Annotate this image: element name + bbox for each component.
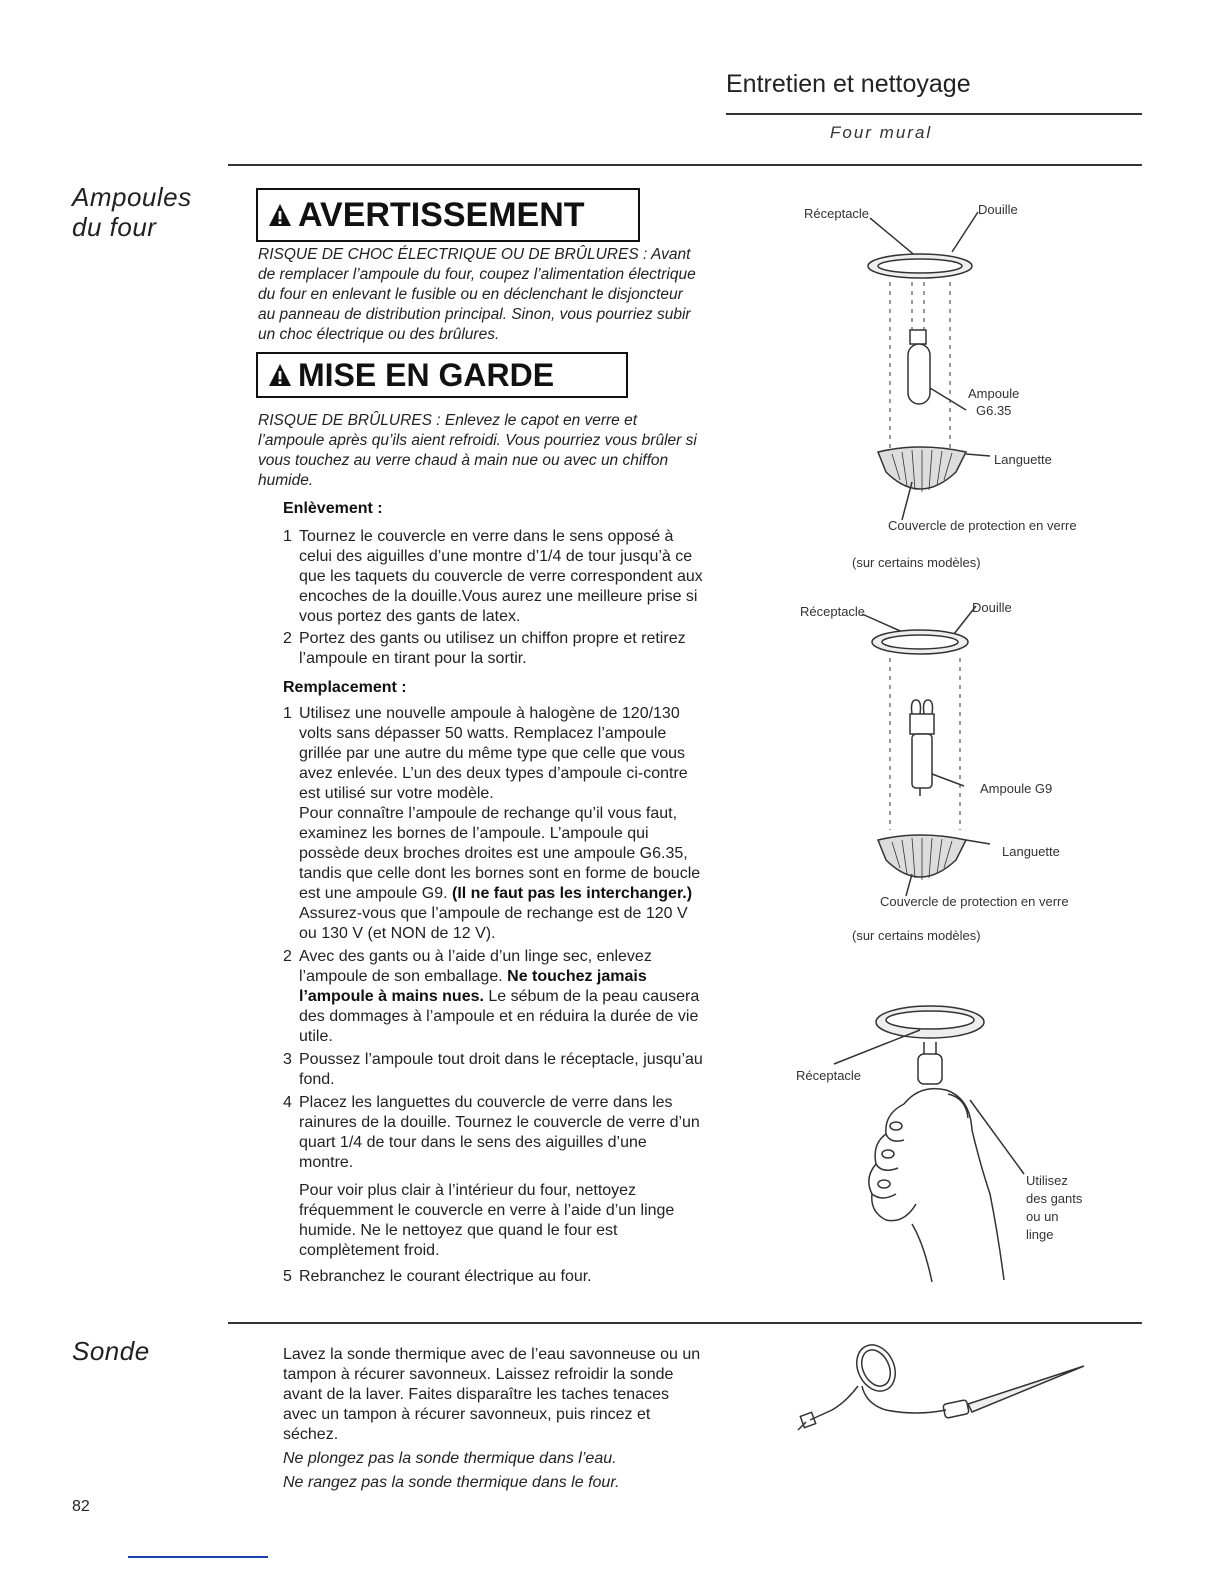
fig1-bulb-type-label: G6.35 [976, 403, 1012, 418]
hand-installing-bulb-diagram [820, 994, 1040, 1284]
fig1-socket-label: Douille [978, 202, 1018, 217]
glove-note-line: Utilisez [1026, 1173, 1068, 1188]
replacement-step-1-voltage: Assurez-vous que l’ampoule de rechange est de 120 V ou 130 V (et NON de 12 V). [299, 905, 688, 942]
list-item: 1 Utilisez une nouvelle ampoule à halogène de 120/130 volts sans dépasser 50 watts. Remplacez l’ampoule grillée par une autre du même type que celle que vous avez enlevée. L’un des deux types d’ampoule ci-contre est utilisé sur votre modèle. Pour connaître l’ampoule de rechange qu’il vous faut, examinez les bornes de l’ampoule. L’ampoule qui possède deux broches droites est une ampoule G6.35, tandis que celle dont les bornes sont en forme de boucle est une ampoule G9. (Il ne faut pas les interchanger.) Assurez-vous que l’ampoule de rechange est de 120 V ou 130 V (et NON de 12 V). [283, 704, 703, 944]
section-divider [228, 1322, 1142, 1324]
replacement-step-1-bold: (Il ne faut pas les interchanger.) [452, 885, 693, 902]
probe-text: Lavez la sonde thermique avec de l’eau savonneuse ou un tampon à récurer savonneux. Laissez refroidir la sonde avant de la laver. Faites disparaître les taches tenaces avec un tampon à récurer savonneux, puis rincez et séchez. [283, 1346, 701, 1443]
caution-label: MISE EN GARDE [298, 356, 555, 393]
warning-label: AVERTISSEMENT [298, 195, 585, 234]
replacement-step-3: Poussez l’ampoule tout droit dans le réceptacle, jusqu’au fond. [299, 1051, 703, 1088]
probe-note-1: Ne plongez pas la sonde thermique dans l’eau. [283, 1450, 617, 1467]
fig1-cover-label: Couvercle de protection en verre [888, 518, 1077, 533]
fig2-tab-label: Languette [1002, 844, 1060, 859]
page-header-subtitle: Four mural [830, 123, 933, 142]
fig2-bulb-label: Ampoule G9 [980, 781, 1053, 796]
fig1-note: (sur certains modèles) [852, 555, 981, 570]
replacement-step-2-bold: Ne touchez jamais l’ampoule à mains nues. [299, 968, 647, 1005]
replacement-step-1: Utilisez une nouvelle ampoule à halogène de 120/130 volts sans dépasser 50 watts. Remplacez l’ampoule grillée par une autre du même type que celle que vous avez enlevée. L’un des deux types d’ampoule ci-contre est utilisé sur votre modèle. [299, 705, 688, 802]
fig3-glove-note [1026, 1172, 1082, 1244]
glove-note-line: ou un [1026, 1209, 1059, 1224]
section-title-line2: du four [72, 212, 157, 242]
glove-note-line: des gants [1026, 1191, 1083, 1206]
fig2-socket-label: Douille [972, 600, 1012, 615]
meat-probe-illustration [796, 1340, 1096, 1440]
fig1-bulb-label: Ampoule [968, 386, 1020, 401]
section-title-bulbs [72, 182, 192, 242]
caution-text: RISQUE DE BRÛLURES : Enlevez le capot en verre et l’ampoule après qu’ils aient refroidi. Vous pourriez vous brûler si vous touchez au verre chaud à main nue ou avec un chiffon humide. [258, 412, 697, 489]
footer-rule [128, 1556, 268, 1558]
list-item: 2 Portez des gants ou utilisez un chiffon propre et retirez l’ampoule en tirant pour la sortir. [283, 629, 703, 669]
warning-box [256, 188, 640, 242]
list-item: 3 Poussez l’ampoule tout droit dans le réceptacle, jusqu’au fond. [283, 1051, 703, 1088]
replacement-step-4-cleaning: Pour voir plus clair à l’intérieur du four, nettoyez fréquemment le couvercle en verre à l’aide d’un linge humide. Ne le nettoyez que quand le four est complètement froid. [299, 1182, 675, 1259]
list-item: 2 Avec des gants ou à l’aide d’un linge sec, enlevez l’ampoule de son emballage. Ne touchez jamais l’ampoule à mains nues. Le sébum de la peau causera des dommages à l’ampoule et en réduira la durée de vie utile. [283, 948, 700, 1045]
removal-heading: Enlèvement : [283, 500, 383, 517]
probe-note-2: Ne rangez pas la sonde thermique dans le four. [283, 1474, 620, 1491]
replacement-step-4: Placez les languettes du couvercle de verre dans les rainures de la douille. Tournez le couvercle de verre d’un quart 1/4 de tour dans le sens des aiguilles d’une montre. [299, 1094, 700, 1171]
fig1-receptacle-label: Réceptacle [804, 206, 870, 221]
header-rule [726, 113, 1142, 115]
warning-text: RISQUE DE CHOC ÉLECTRIQUE OU DE BRÛLURES : Avant de remplacer l’ampoule du four, coupez l’alimentation électrique du four en enlevant le fusible ou en déclenchant le disjoncteur au panneau de distribution principal. Sinon, vous pourriez subir un choc électrique ou des brûlures. [258, 246, 696, 343]
caution-box [256, 352, 628, 398]
fig2-note: (sur certains modèles) [852, 928, 981, 943]
removal-step-2: Portez des gants ou utilisez un chiffon propre et retirez l’ampoule en tirant pour la sortir. [299, 630, 686, 667]
list-item: 1 Tournez le couvercle en verre dans le sens opposé à celui des aiguilles d’une montre d’1/4 de tour jusqu’à ce que les taquets du couvercle de verre correspondent aux encoches de la douille.Vous aurez une meilleure prise si vous portez des gants de latex. [283, 528, 703, 625]
list-item: 4 Placez les languettes du couvercle de verre dans les rainures de la douille. Tournez le couvercle de verre d’un quart 1/4 de tour dans le sens des aiguilles d’une montre. Pour voir plus clair à l’intérieur du four, nettoyez fréquemment le couvercle en verre à l’aide d’un linge humide. Ne le nettoyez que quand le four est complètement froid. [283, 1093, 703, 1261]
page-header-title: Entretien et nettoyage [726, 70, 971, 98]
warning-triangle-icon [268, 203, 292, 227]
page-number: 82 [72, 1498, 90, 1515]
section-title-probe: Sonde [72, 1336, 150, 1366]
fig2-receptacle-label: Réceptacle [800, 604, 866, 619]
list-item: 5 Rebranchez le courant électrique au four. [283, 1267, 703, 1287]
section-title-line1: Ampoules [72, 182, 192, 212]
fig2-cover-label: Couvercle de protection en verre [880, 894, 1069, 909]
removal-step-1: Tournez le couvercle en verre dans le sens opposé à celui des aiguilles d’une montre d’1/4 de tour jusqu’à ce que les taquets du couvercle de verre correspondent aux encoches de la douille.Vous aurez une meilleure prise si vous portez des gants de latex. [299, 528, 703, 625]
section-divider [228, 164, 1142, 166]
fig3-receptacle-label: Réceptacle [796, 1068, 862, 1083]
replacement-steps [283, 704, 703, 1287]
removal-steps [283, 527, 703, 669]
replacement-step-2: Avec des gants ou à l’aide d’un linge sec, enlevez l’ampoule de son emballage. [299, 948, 652, 985]
warning-triangle-icon [268, 363, 292, 387]
replacement-step-2-detail: Le sébum de la peau causera des dommages à l’ampoule et en réduira la durée de vie utile. [299, 988, 700, 1045]
replacement-step-1-detail: Pour connaître l’ampoule de rechange qu’il vous faut, examinez les bornes de l’ampoule. L’ampoule qui possède deux broches droites est une ampoule G6.35, tandis que celle dont les bornes sont en forme de boucle est une ampoule G9. [299, 805, 701, 902]
replacement-heading: Remplacement : [283, 679, 407, 696]
fig1-tab-label: Languette [994, 452, 1052, 467]
replacement-step-5: Rebranchez le courant électrique au four. [299, 1268, 592, 1285]
bulb-g635-diagram [840, 210, 1040, 530]
glove-note-line: linge [1026, 1227, 1054, 1242]
